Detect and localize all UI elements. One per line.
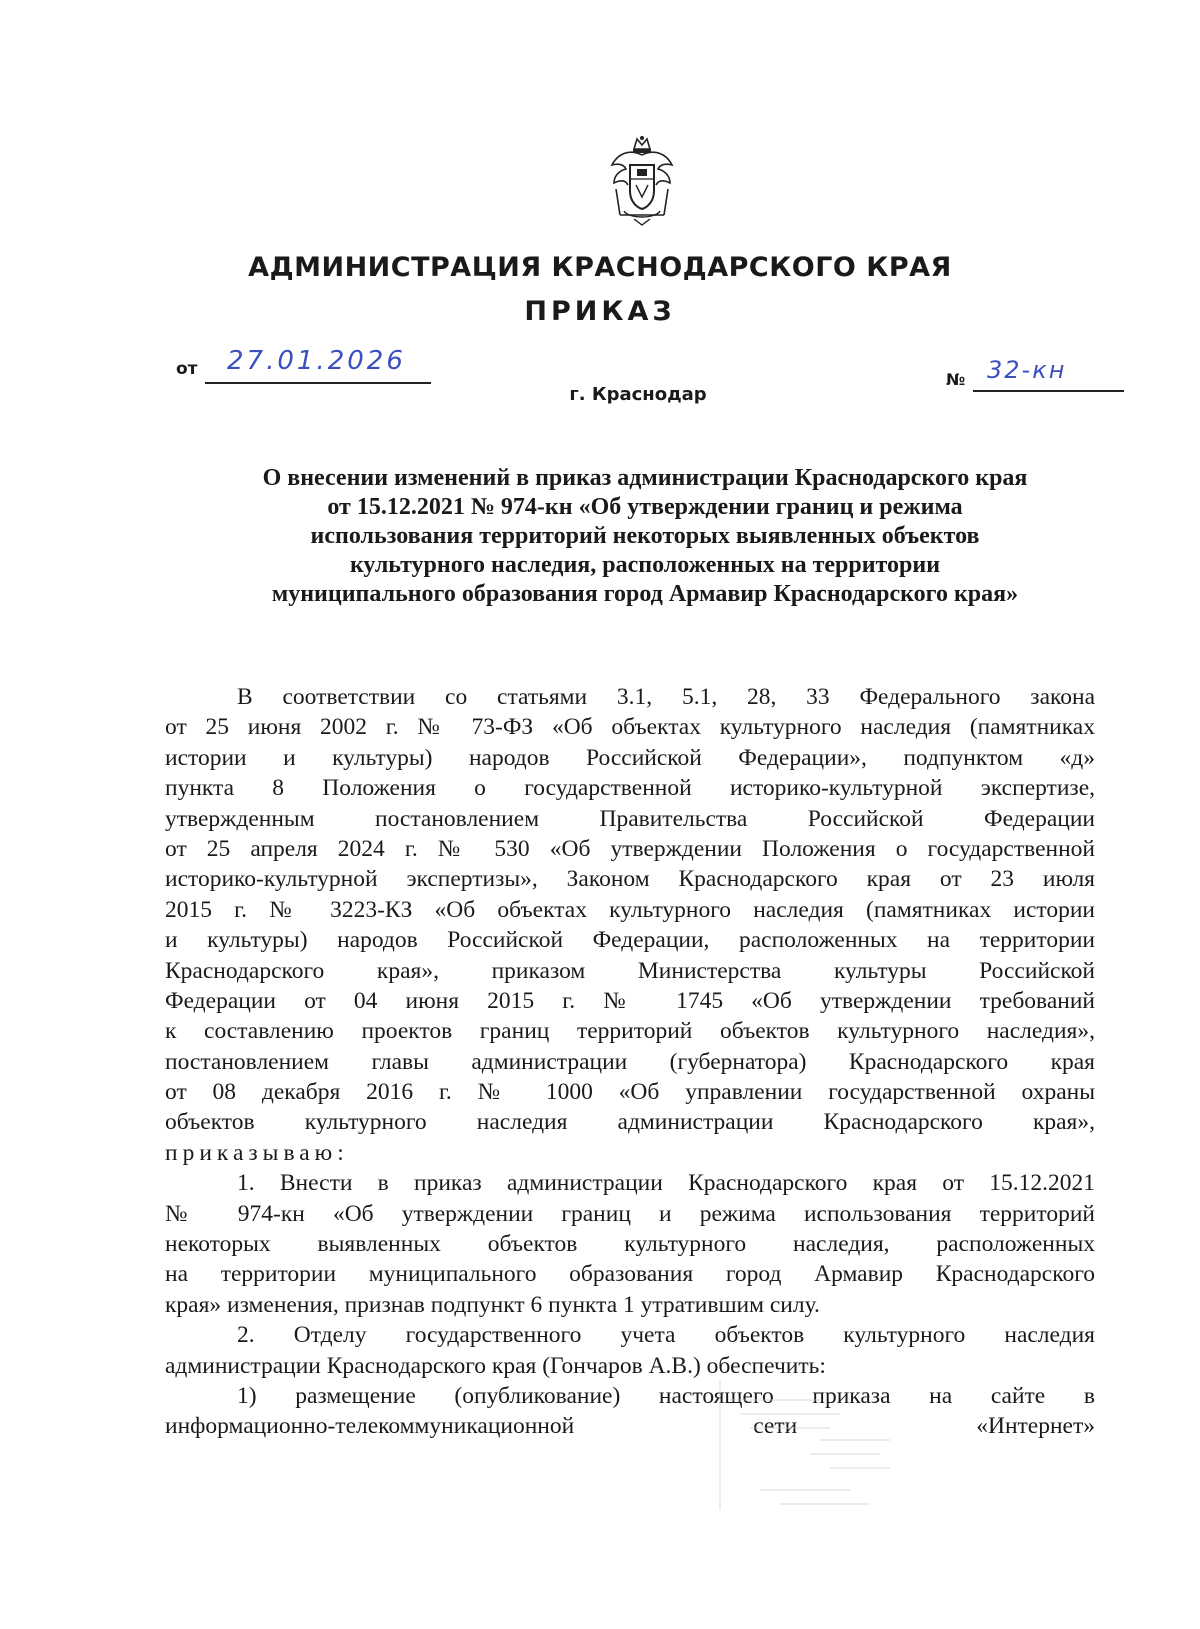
coat-of-arms-icon: [606, 135, 678, 227]
subject-line: муниципального образования город Армавир Краснодарского края»: [271, 581, 1019, 607]
body-line: 2015 г. № 3223-КЗ «Об объектах культурного наследия (памятниках истории: [165, 896, 1095, 923]
body-line: и культуры) народов Российской Федерации, расположенных на территории: [165, 927, 1095, 954]
body-line: постановлением главы администрации (губернатора) Краснодарского края: [165, 1048, 1095, 1075]
number-field: [973, 356, 1124, 392]
body-line: объектов культурного наследия администрации Краснодарского края»,: [165, 1109, 1095, 1136]
subject-line: культурного наследия, расположенных на территории: [349, 552, 941, 578]
document-type: ПРИКАЗ: [524, 296, 676, 327]
body-line: 1) размещение (опубликование) настоящего приказа на сайте в: [237, 1382, 1095, 1409]
body-line: Краснодарского края», приказом Министерства культуры Российской: [165, 957, 1095, 984]
body-line: историко-культурной экспертизы», Законом Краснодарского края от 23 июля: [165, 866, 1095, 893]
body-line: 1. Внести в приказ администрации Краснодарского края от 15.12.2021: [237, 1170, 1095, 1197]
subject-line: от 15.12.2021 № 974-кн «Об утверждении границ и режима: [327, 494, 963, 520]
handwritten-date: 27.01.2026: [227, 346, 406, 376]
body-line: информационно-телекоммуникационной сети «Интернет»: [165, 1413, 1095, 1440]
body-line: от 08 декабря 2016 г. № 1000 «Об управлении государственной охраны: [165, 1079, 1095, 1106]
document-subject: [190, 464, 1100, 609]
number-label: №: [946, 370, 966, 389]
number-block: [946, 356, 1126, 396]
date-label: от: [176, 359, 198, 379]
body-line: от 25 июня 2002 г. № 73-ФЗ «Об объектах культурного наследия (памятниках: [165, 714, 1095, 741]
body-line: Федерации от 04 июня 2015 г. № 1745 «Об утверждении требований: [165, 987, 1095, 1014]
date-field: [205, 346, 431, 384]
body-line: истории и культуры) народов Российской Федерации», подпунктом «д»: [165, 744, 1095, 771]
body-line: 2. Отделу государственного учета объектов культурного наследия: [237, 1322, 1095, 1349]
subject-line: О внесении изменений в приказ администрации Краснодарского края: [262, 465, 1028, 491]
body-line: к составлению проектов границ территорий объектов культурного наследия»,: [165, 1018, 1095, 1045]
body-line: администрации Краснодарского края (Гончаров А.В.) обеспечить:: [165, 1352, 826, 1379]
body-line: В соответствии со статьями 3.1, 5.1, 28, 33 Федерального закона: [237, 684, 1095, 710]
organization-title: АДМИНИСТРАЦИЯ КРАСНОДАРСКОГО КРАЯ: [248, 252, 952, 283]
city: г. Краснодар: [569, 384, 707, 405]
body-line: на территории муниципального образования город Армавир Краснодарского: [165, 1261, 1095, 1288]
subject-line: использования территорий некоторых выявленных объектов: [310, 523, 980, 549]
body-line: некоторых выявленных объектов культурного наследия, расположенных: [165, 1231, 1095, 1258]
body-line: от 25 апреля 2024 г. № 530 «Об утверждении Положения о государственной: [165, 835, 1095, 862]
body-line: утвержденным постановлением Правительства Российской Федерации: [165, 805, 1095, 832]
body-line: № 974-кн «Об утверждении границ и режима использования территорий: [165, 1200, 1095, 1227]
body-line: пункта 8 Положения о государственной историко-культурной экспертизе,: [165, 775, 1095, 802]
handwritten-number: 32-кн: [987, 356, 1067, 384]
body-line: края» изменения, признав подпункт 6 пункта 1 утратившим силу.: [165, 1291, 820, 1318]
body-line-order-word: приказываю:: [165, 1139, 349, 1166]
document-body: [165, 682, 1095, 1442]
